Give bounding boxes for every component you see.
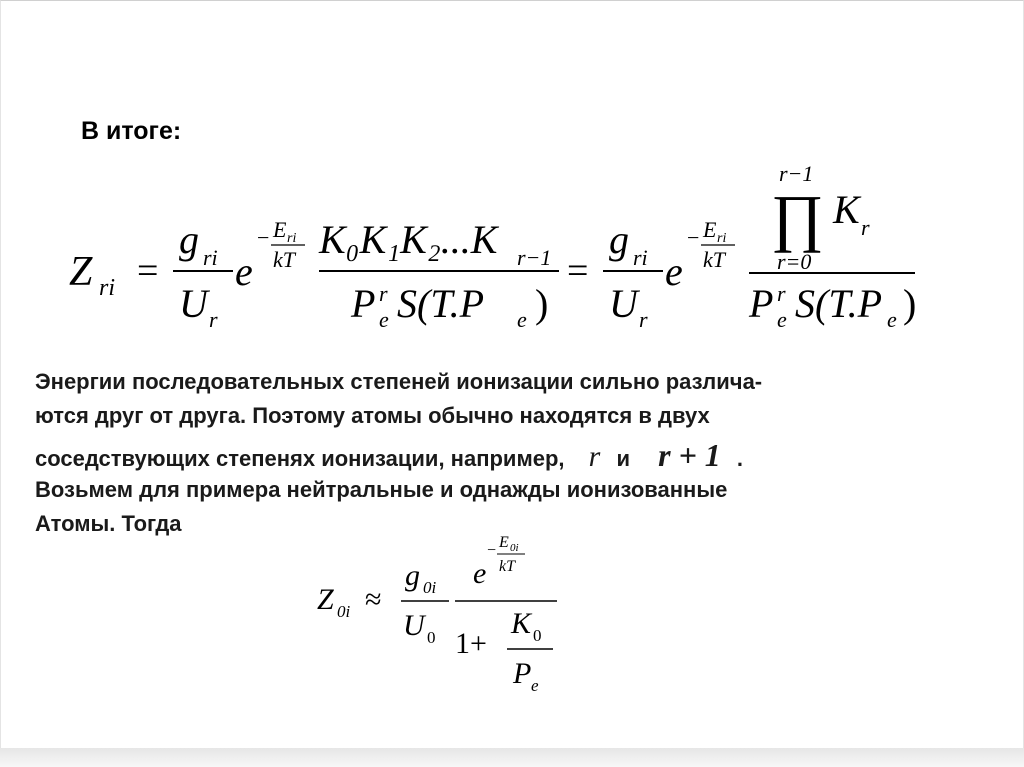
prod-lower-limit: r=0 [777, 249, 812, 274]
u-r-sub-2: r [639, 307, 648, 332]
u-r-sub: r [209, 307, 218, 332]
denominator-p-1: P [351, 281, 376, 326]
denominator-close-1: ) [535, 281, 549, 326]
u-r-denominator-2: U [609, 281, 638, 326]
one-plus: 1+ [455, 627, 487, 660]
u0-sub: 0 [427, 628, 436, 647]
z-ri-sub: ri [99, 275, 116, 301]
denominator-pe-sub-1: e [517, 307, 527, 332]
exp-minus-2: − [687, 225, 700, 250]
denominator-pe-sub-2: e [887, 307, 897, 332]
prod-upper-limit: r−1 [779, 161, 814, 186]
denominator-p-sub-1: e [379, 307, 389, 332]
inline-r: r [588, 440, 601, 473]
paragraph-line-3-text: соседствующих степенях ионизации, например, [35, 446, 565, 471]
exp-den-kt-1: kT [273, 247, 295, 272]
k-product-numerator: K₀K₁K₂...K [319, 217, 498, 262]
exp-minus-3: − [487, 542, 497, 559]
exp-e-1: e [235, 249, 253, 294]
prod-symbol: ∏ [771, 182, 824, 253]
denominator-s-2: S(T.P [795, 281, 883, 326]
exp-num-sub-2: ri [717, 231, 727, 246]
paragraph-line-3 [35, 437, 743, 474]
equals-sign-1: = [137, 250, 159, 292]
heading: В итоге: [81, 117, 182, 145]
z0i-symbol: Z [317, 583, 334, 616]
inline-period: . [736, 446, 744, 471]
k0-numerator: K [511, 607, 532, 640]
u0-denominator: U [403, 609, 425, 642]
paragraph-line-4: Возьмем для примера нейтральные и однажды ионизованные [35, 477, 728, 502]
denominator-p-sup-2: r [777, 281, 786, 306]
exp-num-e-2: E [703, 217, 717, 242]
denominator-close-2: ) [903, 281, 917, 326]
denominator-p-sup-1: r [379, 281, 388, 306]
formula-partition-function [61, 161, 941, 341]
paragraph-line-5: Атомы. Тогда [35, 511, 182, 536]
prod-k-sub: r [861, 215, 870, 240]
exp-num-e-1: E [273, 217, 287, 242]
g0i-numerator: g [405, 559, 420, 592]
paragraph-line-1: Энергии последовательных степеней ионизации сильно различа- [35, 369, 763, 394]
g0i-sub: 0i [423, 578, 437, 597]
exp-num-sub-3: 0i [510, 542, 519, 554]
exp-den-kt-3: kT [499, 558, 515, 575]
exp-e-2: e [665, 249, 683, 294]
exp-den-kt-2: kT [703, 247, 725, 272]
approx-sign: ≈ [365, 583, 382, 616]
z-ri-symbol: Z [69, 249, 93, 295]
paragraph-line-2: ются друг от друга. Поэтому атомы обычно находятся в двух [35, 403, 710, 428]
denominator-s-1: S(T.P [397, 281, 485, 326]
denominator-p-2: P [749, 281, 774, 326]
k0-sub: 0 [533, 626, 542, 645]
g-ri-numerator: g [179, 217, 199, 262]
u-r-denominator: U [179, 281, 208, 326]
exp-e-3: e [473, 557, 487, 590]
g-ri-sub: ri [203, 245, 218, 270]
g-ri-numerator-2: g [609, 217, 629, 262]
pe-denominator: P [513, 657, 532, 690]
equals-sign-2: = [567, 250, 589, 292]
z0i-sub: 0i [337, 602, 351, 621]
pe-sub: e [531, 676, 539, 695]
g-ri-sub-2: ri [633, 245, 648, 270]
formula-z0i-approx [301, 523, 581, 703]
exp-num-e-3: E [499, 534, 509, 551]
inline-and: и [616, 446, 630, 471]
prod-k: K [833, 187, 860, 232]
k-last-sub: r−1 [517, 245, 552, 270]
denominator-p-sub-2: e [777, 307, 787, 332]
slide-bottom-shadow [0, 748, 1024, 767]
inline-r-plus-1: r + 1 [658, 437, 721, 473]
exp-num-sub-1: ri [287, 231, 297, 246]
exp-minus-1: − [257, 225, 270, 250]
